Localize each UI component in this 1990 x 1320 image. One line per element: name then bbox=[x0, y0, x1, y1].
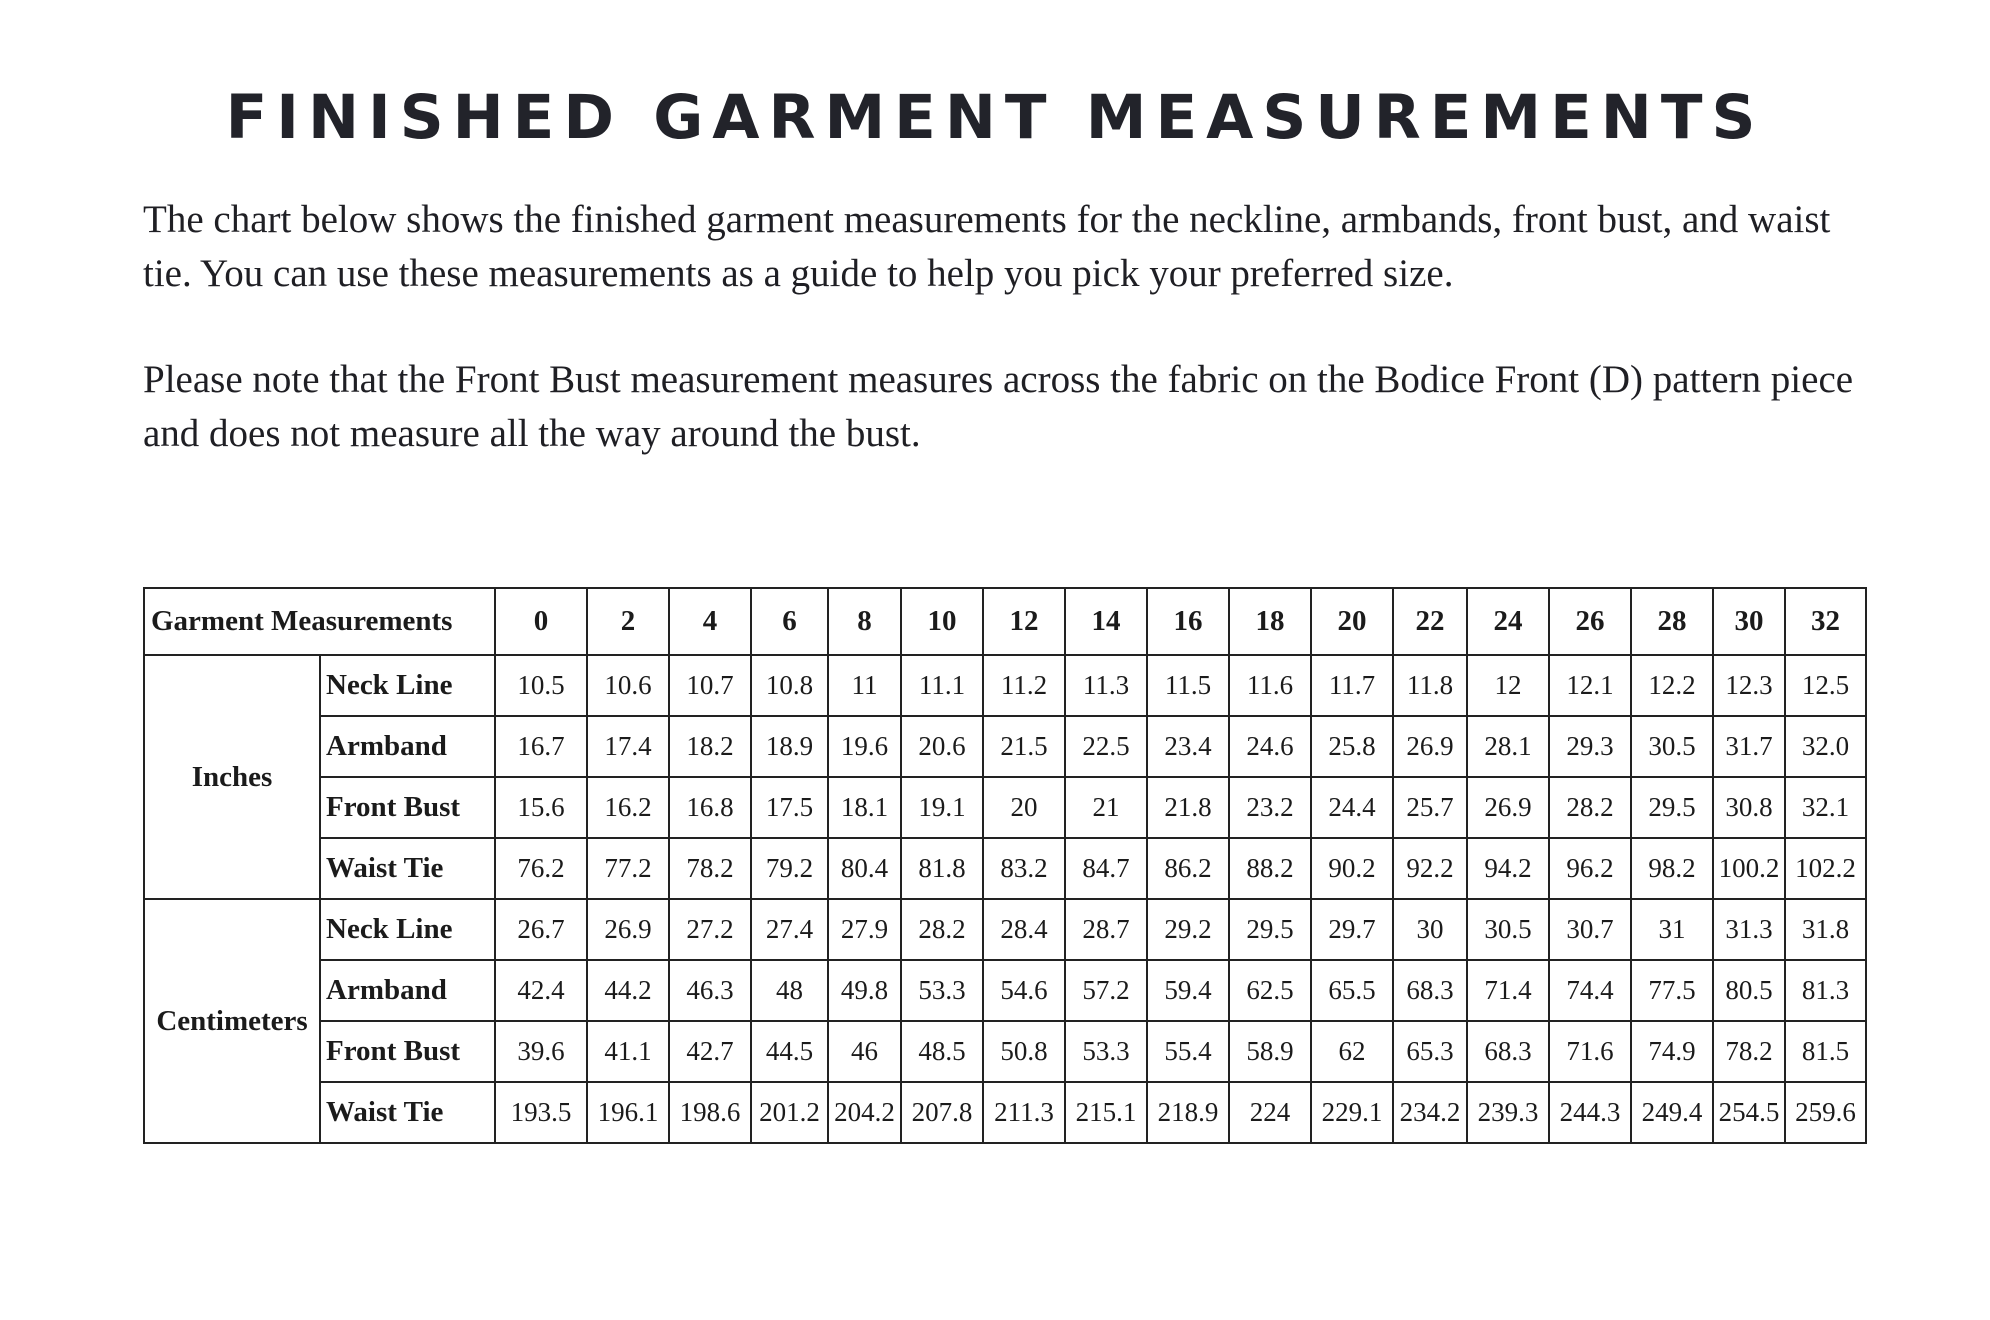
measurement-label: Front Bust bbox=[320, 1021, 495, 1082]
measurement-value: 88.2 bbox=[1229, 838, 1311, 899]
measurement-value: 84.7 bbox=[1065, 838, 1147, 899]
measurement-value: 224 bbox=[1229, 1082, 1311, 1143]
measurement-value: 48.5 bbox=[901, 1021, 983, 1082]
measurement-value: 12.2 bbox=[1631, 655, 1713, 716]
page-title: FINISHED GARMENT MEASUREMENTS bbox=[225, 82, 1765, 153]
measurement-value: 11.1 bbox=[901, 655, 983, 716]
table-header-row bbox=[144, 588, 1866, 655]
measurement-value: 81.5 bbox=[1785, 1021, 1866, 1082]
measurement-value: 62 bbox=[1311, 1021, 1393, 1082]
measurement-value: 29.2 bbox=[1147, 899, 1229, 960]
size-header: 24 bbox=[1467, 588, 1549, 655]
measurement-label: Waist Tie bbox=[320, 1082, 495, 1143]
measurement-value: 49.8 bbox=[828, 960, 901, 1021]
measurement-value: 29.5 bbox=[1229, 899, 1311, 960]
measurement-value: 90.2 bbox=[1311, 838, 1393, 899]
measurement-value: 78.2 bbox=[669, 838, 751, 899]
measurement-value: 193.5 bbox=[495, 1082, 587, 1143]
unit-group-label: Centimeters bbox=[144, 899, 320, 1143]
measurement-value: 12.3 bbox=[1713, 655, 1785, 716]
measurement-value: 204.2 bbox=[828, 1082, 901, 1143]
measurement-value: 229.1 bbox=[1311, 1082, 1393, 1143]
measurement-value: 29.7 bbox=[1311, 899, 1393, 960]
measurement-value: 25.8 bbox=[1311, 716, 1393, 777]
measurement-value: 79.2 bbox=[751, 838, 828, 899]
measurement-value: 198.6 bbox=[669, 1082, 751, 1143]
measurement-value: 22.5 bbox=[1065, 716, 1147, 777]
measurement-value: 21 bbox=[1065, 777, 1147, 838]
measurement-value: 77.5 bbox=[1631, 960, 1713, 1021]
measurement-value: 20 bbox=[983, 777, 1065, 838]
measurement-value: 30.5 bbox=[1467, 899, 1549, 960]
measurement-value: 78.2 bbox=[1713, 1021, 1785, 1082]
measurement-value: 28.2 bbox=[1549, 777, 1631, 838]
measurement-value: 215.1 bbox=[1065, 1082, 1147, 1143]
measurement-value: 26.7 bbox=[495, 899, 587, 960]
measurement-label: Front Bust bbox=[320, 777, 495, 838]
size-header: 6 bbox=[751, 588, 828, 655]
size-header: 4 bbox=[669, 588, 751, 655]
measurement-label: Neck Line bbox=[320, 899, 495, 960]
table-row bbox=[144, 838, 1866, 899]
measurement-value: 100.2 bbox=[1713, 838, 1785, 899]
measurement-value: 31 bbox=[1631, 899, 1713, 960]
measurement-label: Armband bbox=[320, 716, 495, 777]
measurement-value: 98.2 bbox=[1631, 838, 1713, 899]
measurement-value: 26.9 bbox=[587, 899, 669, 960]
measurements-table-container bbox=[143, 587, 1867, 1144]
measurement-value: 42.7 bbox=[669, 1021, 751, 1082]
measurement-value: 218.9 bbox=[1147, 1082, 1229, 1143]
measurement-value: 31.7 bbox=[1713, 716, 1785, 777]
measurement-value: 18.1 bbox=[828, 777, 901, 838]
measurement-value: 59.4 bbox=[1147, 960, 1229, 1021]
size-header: 0 bbox=[495, 588, 587, 655]
measurement-value: 201.2 bbox=[751, 1082, 828, 1143]
measurement-value: 41.1 bbox=[587, 1021, 669, 1082]
measurement-value: 62.5 bbox=[1229, 960, 1311, 1021]
size-header: 2 bbox=[587, 588, 669, 655]
measurement-value: 76.2 bbox=[495, 838, 587, 899]
measurement-value: 71.6 bbox=[1549, 1021, 1631, 1082]
measurement-value: 211.3 bbox=[983, 1082, 1065, 1143]
intro-paragraph-1: The chart below shows the finished garment measurements for the neckline, armbands, front bust, and waist tie. You can use these measurements as a guide to help you pick your preferred size. bbox=[143, 198, 1831, 295]
table-row bbox=[144, 960, 1866, 1021]
table-row bbox=[144, 1021, 1866, 1082]
measurement-value: 29.5 bbox=[1631, 777, 1713, 838]
size-header: 30 bbox=[1713, 588, 1785, 655]
measurement-value: 16.8 bbox=[669, 777, 751, 838]
measurement-value: 21.5 bbox=[983, 716, 1065, 777]
measurement-value: 80.5 bbox=[1713, 960, 1785, 1021]
measurement-value: 16.7 bbox=[495, 716, 587, 777]
measurement-value: 11.7 bbox=[1311, 655, 1393, 716]
measurement-value: 207.8 bbox=[901, 1082, 983, 1143]
size-header: 16 bbox=[1147, 588, 1229, 655]
table-row bbox=[144, 899, 1866, 960]
measurement-value: 19.1 bbox=[901, 777, 983, 838]
measurement-value: 96.2 bbox=[1549, 838, 1631, 899]
measurement-value: 50.8 bbox=[983, 1021, 1065, 1082]
measurement-value: 12.5 bbox=[1785, 655, 1866, 716]
measurement-value: 102.2 bbox=[1785, 838, 1866, 899]
measurement-value: 23.4 bbox=[1147, 716, 1229, 777]
measurement-value: 24.4 bbox=[1311, 777, 1393, 838]
measurement-value: 18.2 bbox=[669, 716, 751, 777]
measurement-value: 10.8 bbox=[751, 655, 828, 716]
measurement-value: 10.5 bbox=[495, 655, 587, 716]
measurement-value: 11.6 bbox=[1229, 655, 1311, 716]
measurement-value: 65.3 bbox=[1393, 1021, 1467, 1082]
measurement-value: 31.3 bbox=[1713, 899, 1785, 960]
measurement-value: 196.1 bbox=[587, 1082, 669, 1143]
measurement-value: 44.2 bbox=[587, 960, 669, 1021]
measurement-value: 55.4 bbox=[1147, 1021, 1229, 1082]
size-header: 32 bbox=[1785, 588, 1866, 655]
measurement-value: 25.7 bbox=[1393, 777, 1467, 838]
size-header: 26 bbox=[1549, 588, 1631, 655]
size-header: 14 bbox=[1065, 588, 1147, 655]
measurement-value: 48 bbox=[751, 960, 828, 1021]
measurement-value: 74.4 bbox=[1549, 960, 1631, 1021]
size-header: 28 bbox=[1631, 588, 1713, 655]
measurement-value: 54.6 bbox=[983, 960, 1065, 1021]
corner-header: Garment Measurements bbox=[144, 588, 495, 655]
measurement-value: 32.0 bbox=[1785, 716, 1866, 777]
measurement-value: 83.2 bbox=[983, 838, 1065, 899]
measurement-value: 12.1 bbox=[1549, 655, 1631, 716]
measurement-value: 244.3 bbox=[1549, 1082, 1631, 1143]
measurement-value: 23.2 bbox=[1229, 777, 1311, 838]
measurement-value: 11.8 bbox=[1393, 655, 1467, 716]
measurement-value: 58.9 bbox=[1229, 1021, 1311, 1082]
measurement-value: 30 bbox=[1393, 899, 1467, 960]
measurement-value: 32.1 bbox=[1785, 777, 1866, 838]
measurement-value: 26.9 bbox=[1467, 777, 1549, 838]
measurement-value: 27.4 bbox=[751, 899, 828, 960]
measurement-value: 68.3 bbox=[1393, 960, 1467, 1021]
size-header: 20 bbox=[1311, 588, 1393, 655]
measurement-value: 28.4 bbox=[983, 899, 1065, 960]
measurement-value: 17.4 bbox=[587, 716, 669, 777]
measurement-label: Armband bbox=[320, 960, 495, 1021]
measurement-value: 80.4 bbox=[828, 838, 901, 899]
measurement-value: 249.4 bbox=[1631, 1082, 1713, 1143]
size-header: 18 bbox=[1229, 588, 1311, 655]
measurement-value: 46.3 bbox=[669, 960, 751, 1021]
measurement-value: 77.2 bbox=[587, 838, 669, 899]
measurement-value: 28.7 bbox=[1065, 899, 1147, 960]
measurement-value: 11.5 bbox=[1147, 655, 1229, 716]
table-row bbox=[144, 716, 1866, 777]
measurement-value: 46 bbox=[828, 1021, 901, 1082]
measurement-value: 239.3 bbox=[1467, 1082, 1549, 1143]
measurement-value: 44.5 bbox=[751, 1021, 828, 1082]
measurement-value: 12 bbox=[1467, 655, 1549, 716]
measurement-value: 30.8 bbox=[1713, 777, 1785, 838]
table-row bbox=[144, 777, 1866, 838]
measurement-value: 27.2 bbox=[669, 899, 751, 960]
measurement-value: 29.3 bbox=[1549, 716, 1631, 777]
measurement-value: 92.2 bbox=[1393, 838, 1467, 899]
measurement-value: 57.2 bbox=[1065, 960, 1147, 1021]
measurement-value: 30.7 bbox=[1549, 899, 1631, 960]
size-header: 8 bbox=[828, 588, 901, 655]
measurement-label: Waist Tie bbox=[320, 838, 495, 899]
measurement-value: 74.9 bbox=[1631, 1021, 1713, 1082]
measurements-table bbox=[143, 587, 1867, 1144]
measurement-value: 39.6 bbox=[495, 1021, 587, 1082]
measurement-value: 28.2 bbox=[901, 899, 983, 960]
measurement-value: 10.7 bbox=[669, 655, 751, 716]
table-row bbox=[144, 655, 1866, 716]
size-header: 22 bbox=[1393, 588, 1467, 655]
measurement-value: 11 bbox=[828, 655, 901, 716]
measurement-value: 86.2 bbox=[1147, 838, 1229, 899]
measurement-value: 26.9 bbox=[1393, 716, 1467, 777]
measurement-value: 17.5 bbox=[751, 777, 828, 838]
size-header: 12 bbox=[983, 588, 1065, 655]
measurement-value: 11.2 bbox=[983, 655, 1065, 716]
measurement-value: 65.5 bbox=[1311, 960, 1393, 1021]
measurement-value: 15.6 bbox=[495, 777, 587, 838]
measurement-value: 24.6 bbox=[1229, 716, 1311, 777]
measurement-value: 10.6 bbox=[587, 655, 669, 716]
measurement-label: Neck Line bbox=[320, 655, 495, 716]
size-header: 10 bbox=[901, 588, 983, 655]
measurement-value: 234.2 bbox=[1393, 1082, 1467, 1143]
measurement-value: 16.2 bbox=[587, 777, 669, 838]
measurement-value: 28.1 bbox=[1467, 716, 1549, 777]
measurement-value: 18.9 bbox=[751, 716, 828, 777]
measurement-value: 68.3 bbox=[1467, 1021, 1549, 1082]
measurement-value: 53.3 bbox=[1065, 1021, 1147, 1082]
measurement-value: 30.5 bbox=[1631, 716, 1713, 777]
intro-paragraph-2: Please note that the Front Bust measurement measures across the fabric on the Bodice Front (D) pattern piece and does not measure all the way around the bust. bbox=[143, 358, 1854, 455]
measurement-value: 27.9 bbox=[828, 899, 901, 960]
measurement-value: 19.6 bbox=[828, 716, 901, 777]
measurement-value: 259.6 bbox=[1785, 1082, 1866, 1143]
measurement-value: 81.3 bbox=[1785, 960, 1866, 1021]
measurement-value: 81.8 bbox=[901, 838, 983, 899]
measurement-value: 31.8 bbox=[1785, 899, 1866, 960]
table-row bbox=[144, 1082, 1866, 1143]
measurement-value: 71.4 bbox=[1467, 960, 1549, 1021]
measurement-value: 254.5 bbox=[1713, 1082, 1785, 1143]
measurement-value: 11.3 bbox=[1065, 655, 1147, 716]
measurement-value: 21.8 bbox=[1147, 777, 1229, 838]
measurement-value: 53.3 bbox=[901, 960, 983, 1021]
measurement-value: 42.4 bbox=[495, 960, 587, 1021]
unit-group-label: Inches bbox=[144, 655, 320, 899]
measurement-value: 94.2 bbox=[1467, 838, 1549, 899]
measurement-value: 20.6 bbox=[901, 716, 983, 777]
